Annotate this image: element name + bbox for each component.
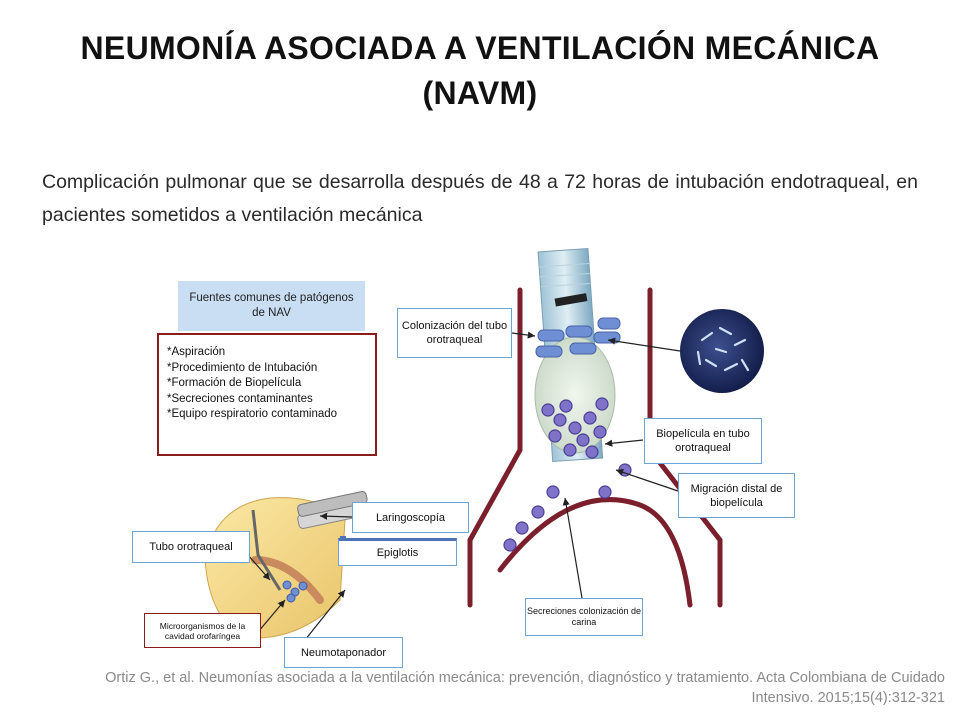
label-tubo-orotraqueal: Tubo orotraqueal xyxy=(132,531,250,563)
sources-list xyxy=(157,333,377,456)
label-migracion: Migración distal de biopelícula xyxy=(678,473,795,518)
label-neumotaponador: Neumotaponador xyxy=(284,637,403,668)
label-epiglotis: Epiglotis xyxy=(338,538,457,566)
source-item: *Procedimiento de Intubación xyxy=(167,361,318,374)
label-secreciones: Secreciones colonización de carina xyxy=(525,598,643,636)
label-laringoscopia: Laringoscopía xyxy=(352,502,469,533)
page-title: NEUMONÍA ASOCIADA A VENTILACIÓN MECÁNICA (NAVM) xyxy=(80,30,880,111)
label-colonizacion: Colonización del tubo orotraqueal xyxy=(397,308,512,358)
label-microorganismos: Microorganismos de la cavidad orofaríngea xyxy=(144,613,261,648)
label-biopelicula: Biopelícula en tubo orotraqueal xyxy=(644,418,762,464)
source-item: *Formación de Biopelícula xyxy=(167,377,302,389)
microscope-bacteria-icon xyxy=(680,309,764,393)
intro-text: Complicación pulmonar que se desarrolla después de 48 a 72 horas de intubación endotraqueal, en pacientes sometidos a ventilación mecánica xyxy=(42,171,918,226)
source-item: *Equipo respiratorio contaminado xyxy=(167,408,338,420)
source-item: *Aspiración xyxy=(167,346,226,358)
source-item: *Secreciones contaminantes xyxy=(167,392,313,405)
sources-header: Fuentes comunes de patógenos de NAV xyxy=(178,281,365,331)
citation: Ortiz G., et al. Neumonías asociada a la ventilación mecánica: prevención, diagnóstico y tratamiento. Acta Colombiana de Cuidado Intensivo. 2015;15(4):312-321 xyxy=(105,670,945,706)
